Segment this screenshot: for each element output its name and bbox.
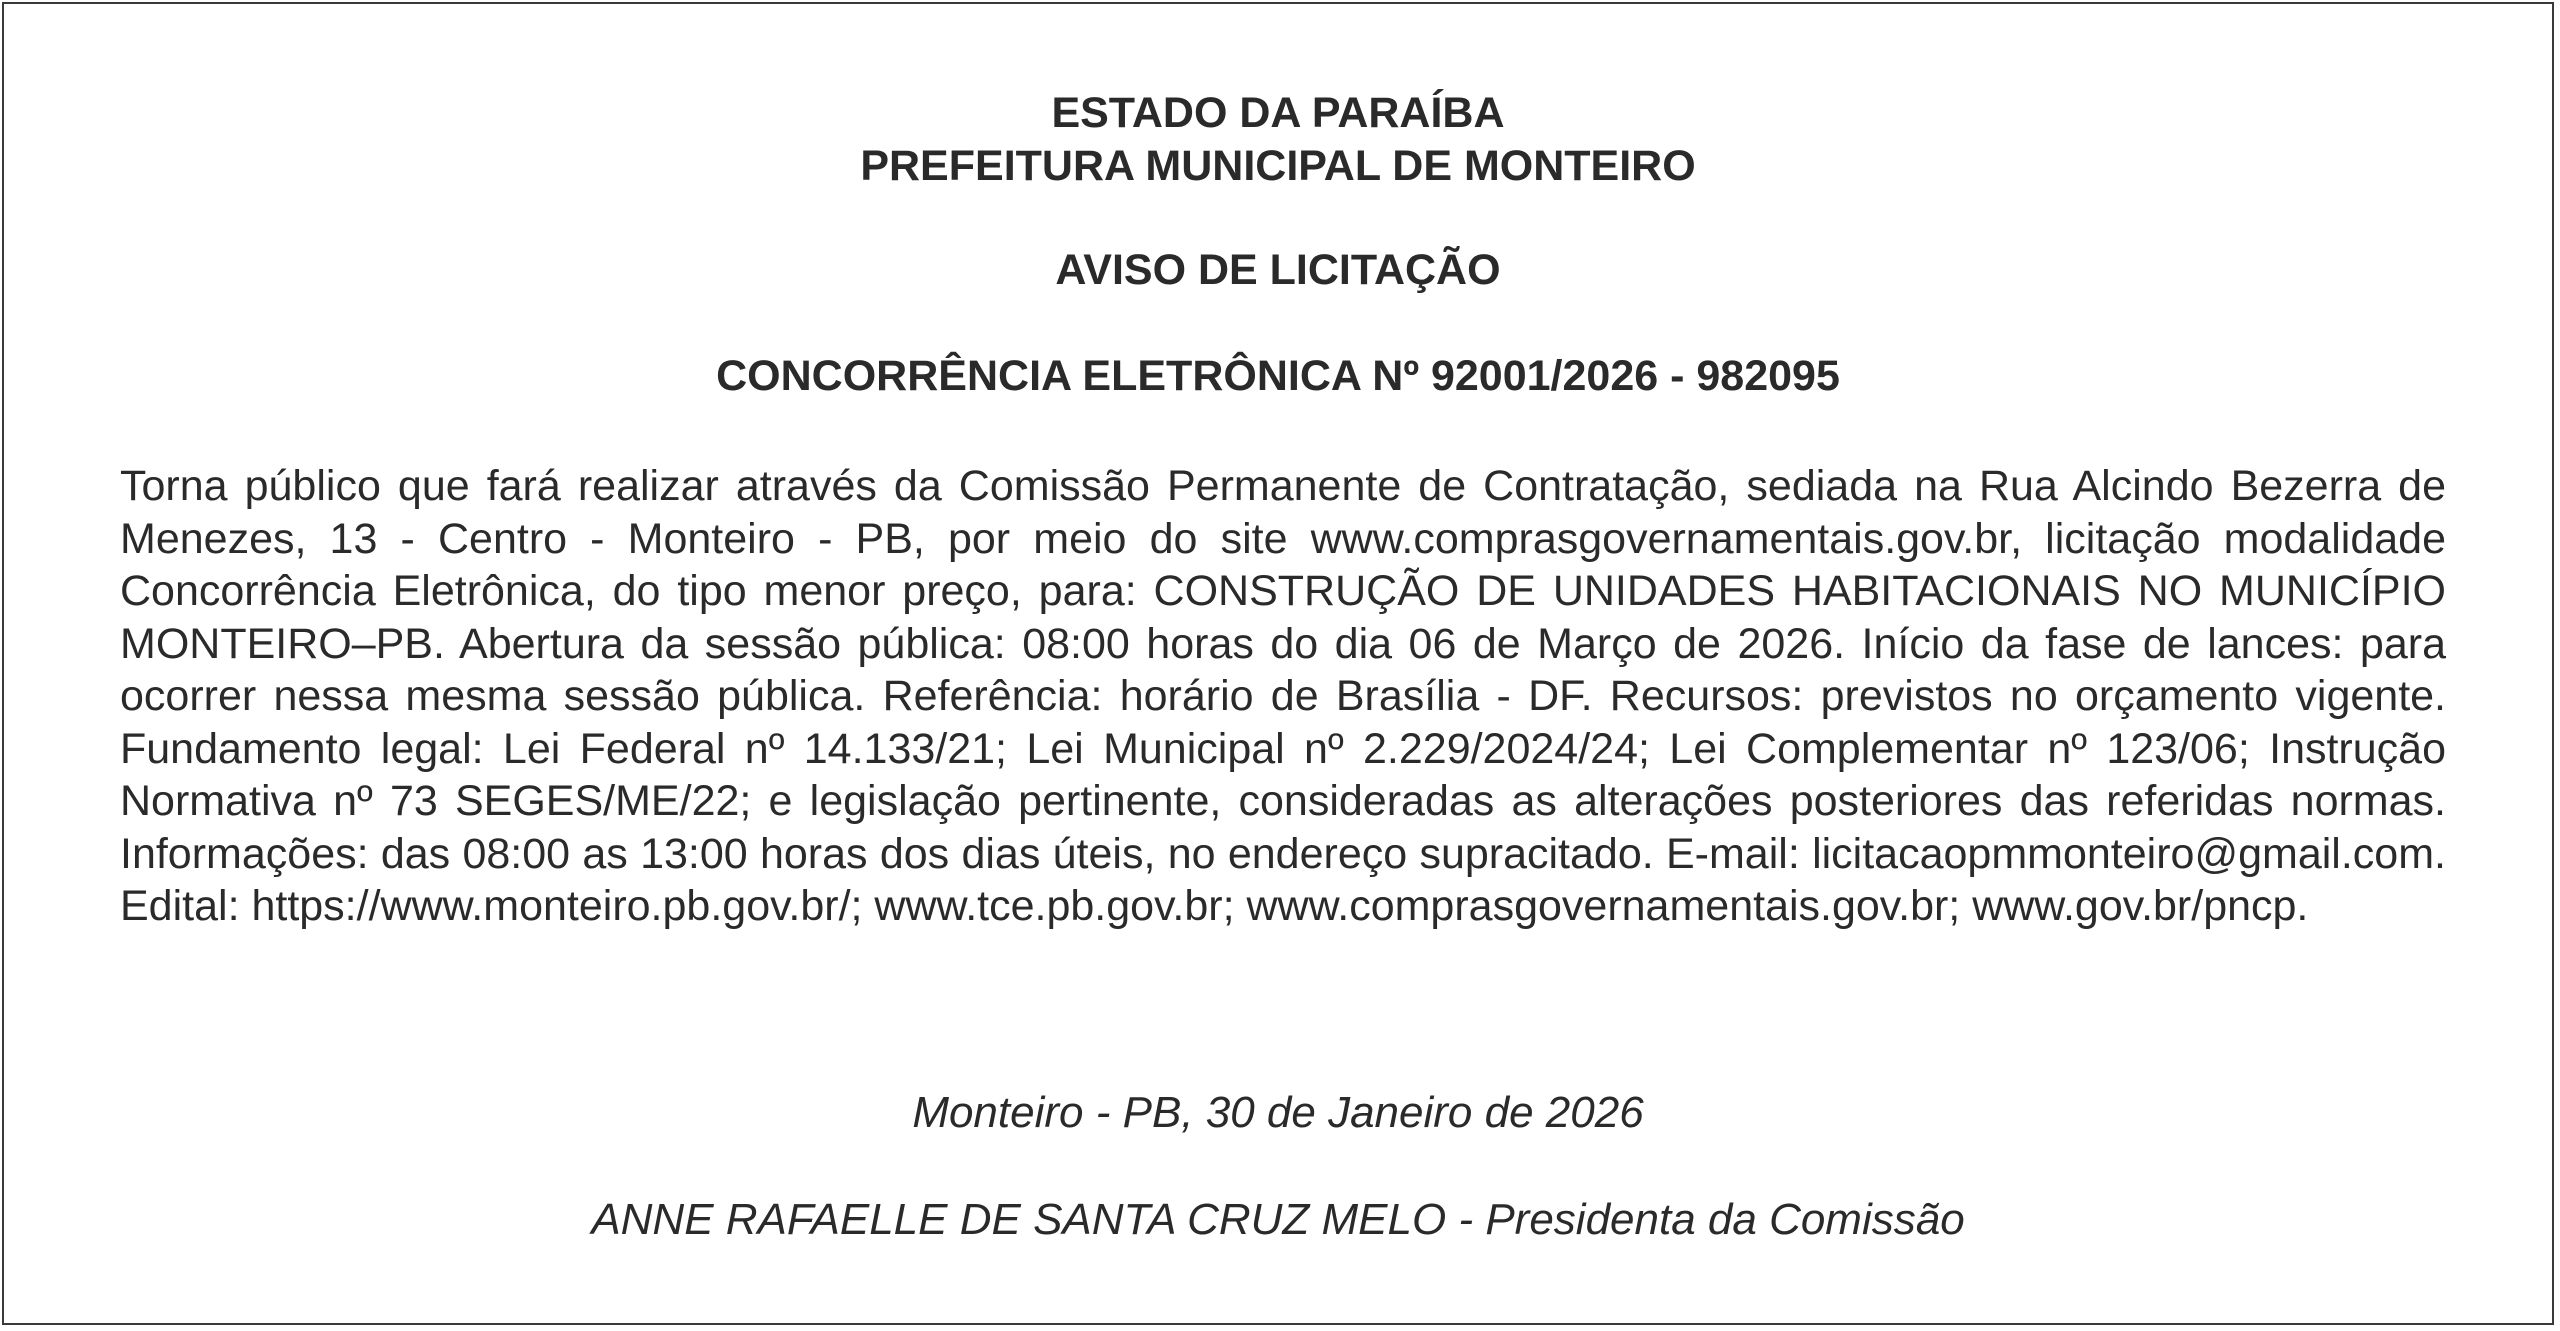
notice-type-heading: AVISO DE LICITAÇÃO	[1055, 246, 1501, 294]
notice-body: Torna público que fará realizar através da Comissão Permanente de Contratação, sediada na Rua Alcindo Bezerra de Menezes, 13 - Centro - Monteiro - PB, por meio do site www.comprasgovernamentais.gov.br, licitação modalidade Concorrência Eletrônica, do tipo menor preço, para: CONSTRUÇÃO DE UNIDADES HABITACIONAIS NO MUNICÍPIO MONTEIRO–PB. Abertura da sessão pública: 08:00 horas do dia 06 de Março de 2026. Início da fase de lances: para ocorrer nessa mesma sessão pública. Referência: horário de Brasília - DF. Recursos: previstos no orçamento vigente. Fundamento legal: Lei Federal nº 14.133/21; Lei Municipal nº 2.229/2024/24; Lei Complementar nº 123/06; Instrução Normativa nº 73 SEGES/ME/22; e legislação pertinente, consideradas as alterações posteriores das referidas normas. Informações: das 08:00 as 13:00 horas dos dias úteis, no endereço supracitado. E-mail: licitacaopmmonteiro@gmail.com. Edital: https://www.monteiro.pb.gov.br/; www.tce.pb.gov.br; www.comprasgovernamentais.gov.br; www.gov.br/pncp.	[120, 462, 2446, 930]
notice-frame	[2, 2, 2554, 1325]
city-hall-heading: PREFEITURA MUNICIPAL DE MONTEIRO	[860, 142, 1696, 190]
place-date: Monteiro - PB, 30 de Janeiro de 2026	[912, 1088, 1644, 1137]
procurement-title: CONCORRÊNCIA ELETRÔNICA Nº 92001/2026 - 982095	[716, 352, 1840, 400]
state-heading: ESTADO DA PARAÍBA	[1051, 89, 1505, 137]
signatory: ANNE RAFAELLE DE SANTA CRUZ MELO - Presidenta da Comissão	[591, 1195, 1965, 1244]
